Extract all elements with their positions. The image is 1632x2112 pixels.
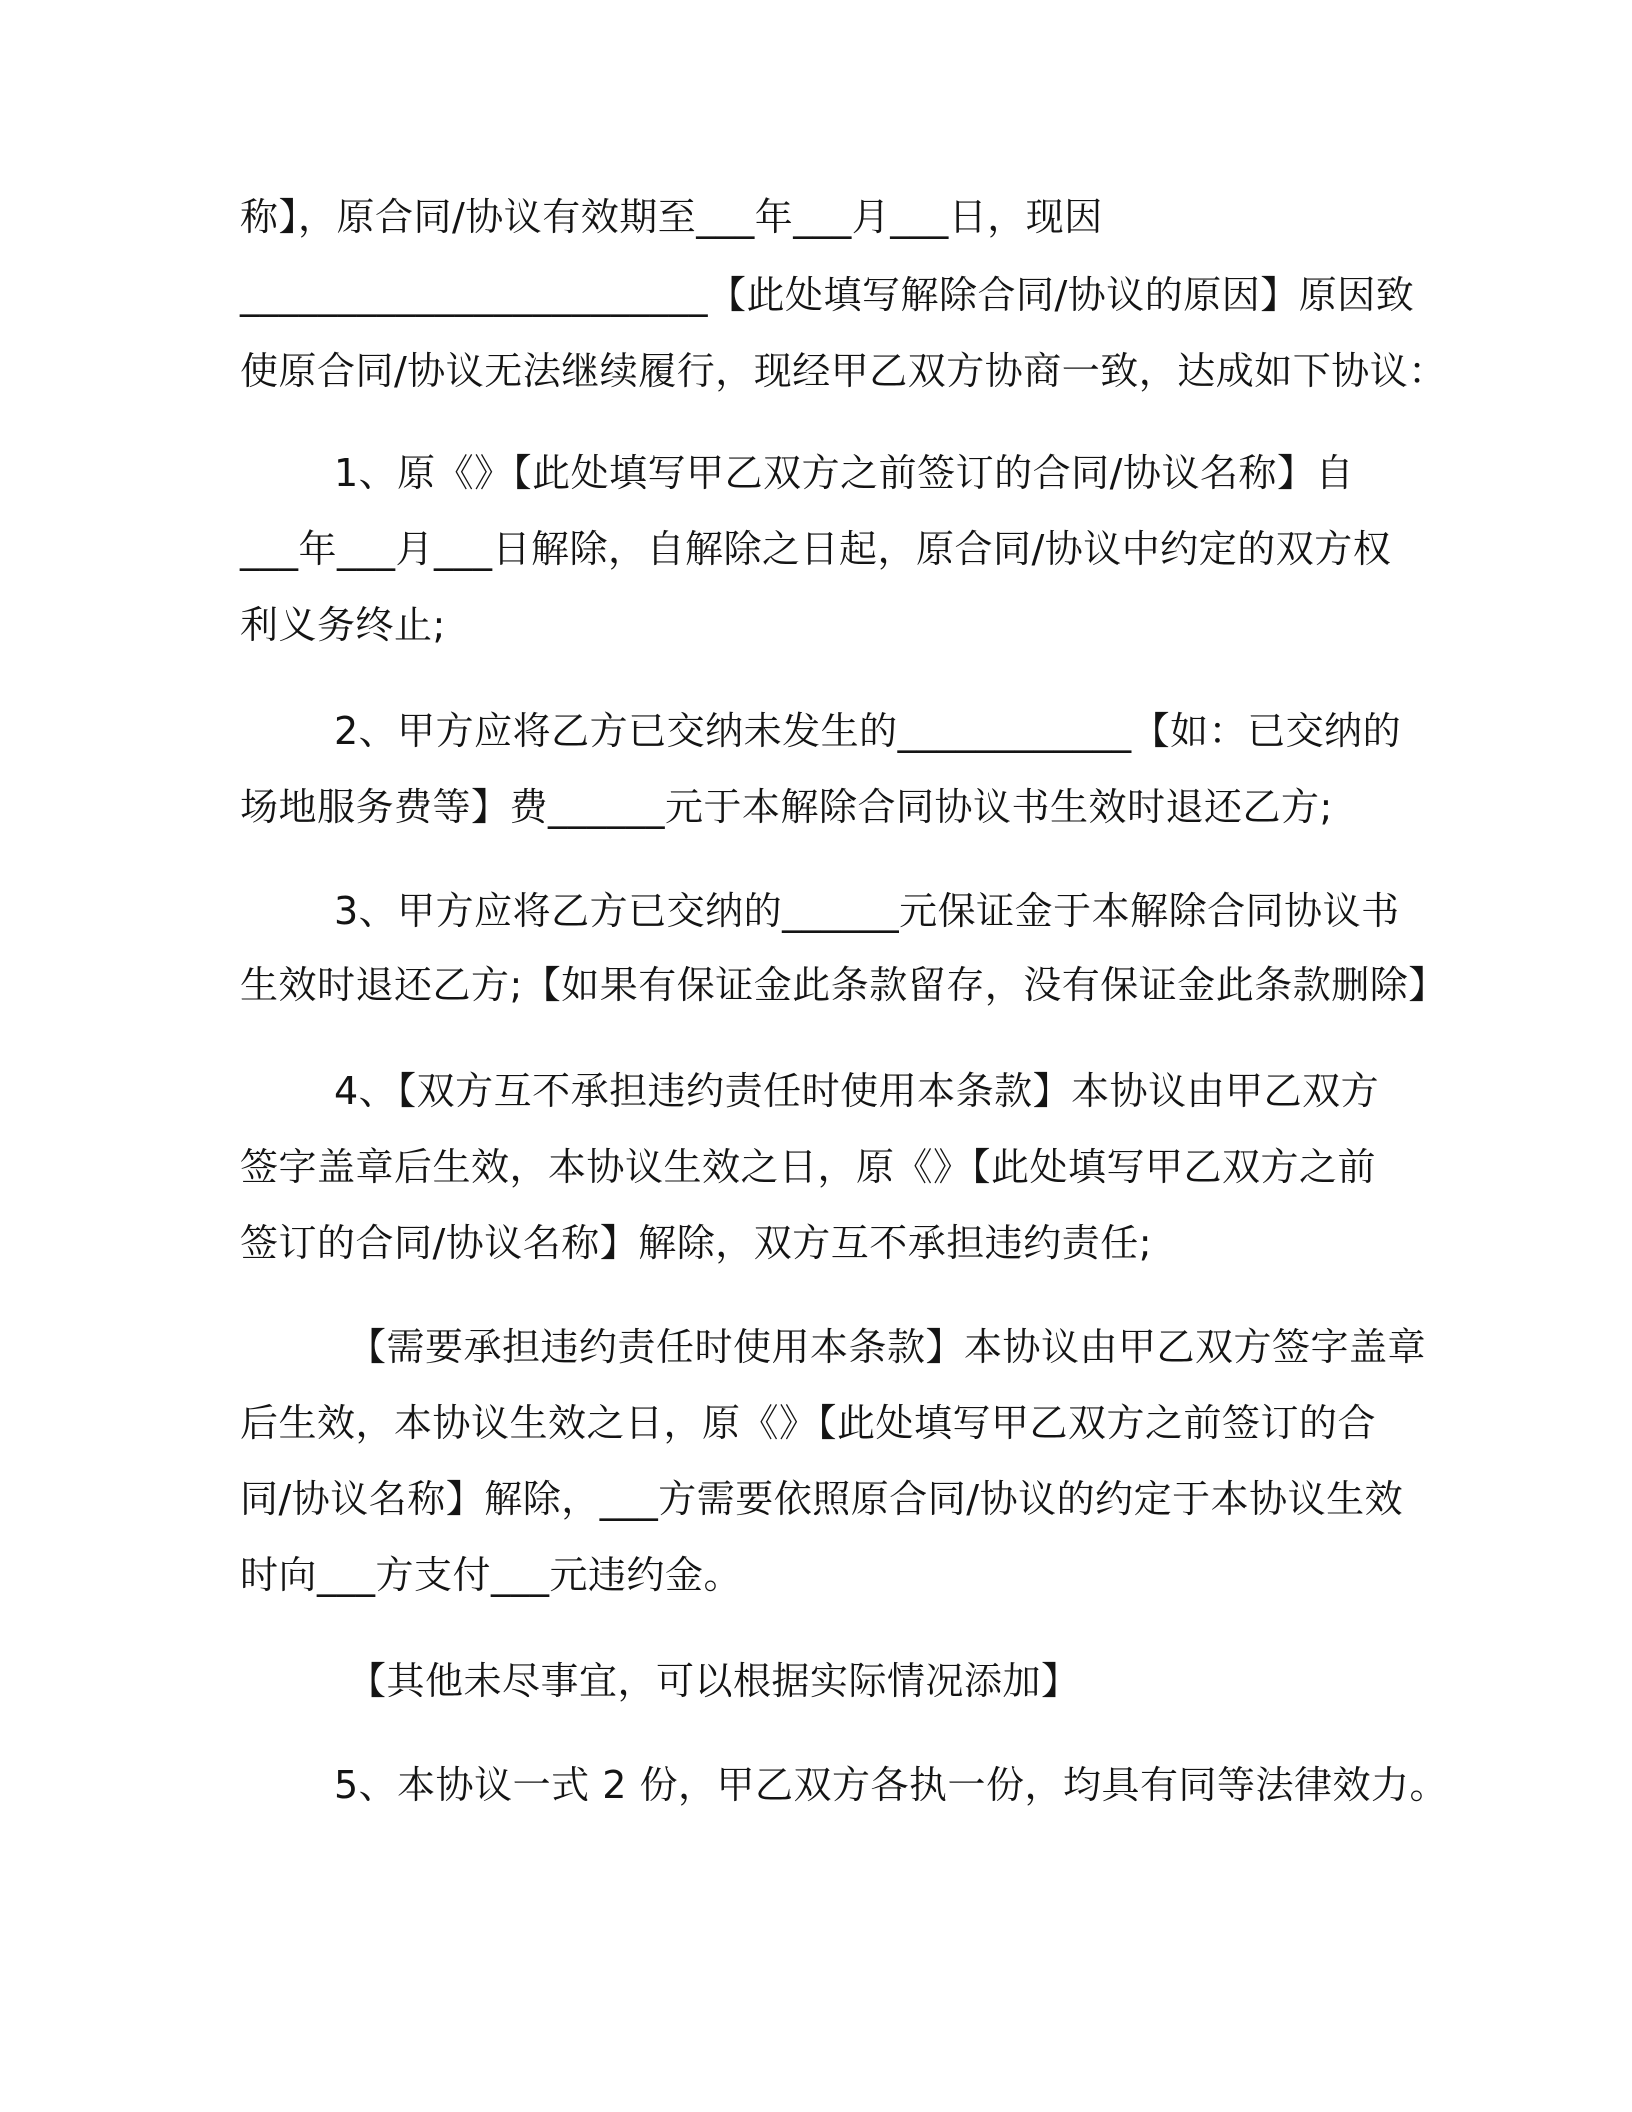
text-line: 利义务终止;	[240, 603, 446, 647]
text-line: 称】，原合同/协议有效期至___年___月___日，现因	[240, 195, 1103, 239]
text-line: 场地服务费等】费______元于本解除合同协议书生效时退还乙方;	[240, 785, 1333, 829]
clause-3-line: 3、甲方应将乙方已交纳的______元保证金于本解除合同协议书	[334, 889, 1400, 933]
clause-1-line: 1、原《》【此处填写甲乙双方之前签订的合同/协议名称】自	[334, 451, 1354, 495]
alt-clause-line: 【需要承担违约责任时使用本条款】本协议由甲乙双方签字盖章	[348, 1325, 1427, 1369]
text-line: 生效时退还乙方;【如果有保证金此条款留存，没有保证金此条款删除】	[240, 963, 1447, 1007]
text-line: 时向___方支付___元违约金。	[240, 1553, 743, 1597]
text-line: 同/协议名称】解除，___方需要依照原合同/协议的约定于本协议生效	[240, 1477, 1404, 1521]
clause-5-line: 5、本协议一式 2 份，甲乙双方各执一份，均具有同等法律效力。	[334, 1763, 1449, 1807]
note-line: 【其他未尽事宜，可以根据实际情况添加】	[348, 1659, 1080, 1703]
text-line: 使原合同/协议无法继续履行，现经甲乙双方协商一致，达成如下协议：	[240, 349, 1447, 393]
clause-2-line: 2、甲方应将乙方已交纳未发生的____________【如：已交纳的	[334, 709, 1402, 753]
text-line: 签订的合同/协议名称】解除，双方互不承担违约责任;	[240, 1221, 1153, 1265]
clause-4-line: 4、【双方互不承担违约责任时使用本条款】本协议由甲乙双方	[334, 1069, 1380, 1113]
text-line: 后生效，本协议生效之日，原《》【此处填写甲乙双方之前签订的合	[240, 1401, 1377, 1445]
text-line: ________________________【此处填写解除合同/协议的原因】原因致	[240, 273, 1415, 317]
text-line: ___年___月___日解除，自解除之日起，原合同/协议中约定的双方权	[240, 527, 1392, 571]
text-line: 签字盖章后生效，本协议生效之日，原《》【此处填写甲乙双方之前	[240, 1145, 1377, 1189]
